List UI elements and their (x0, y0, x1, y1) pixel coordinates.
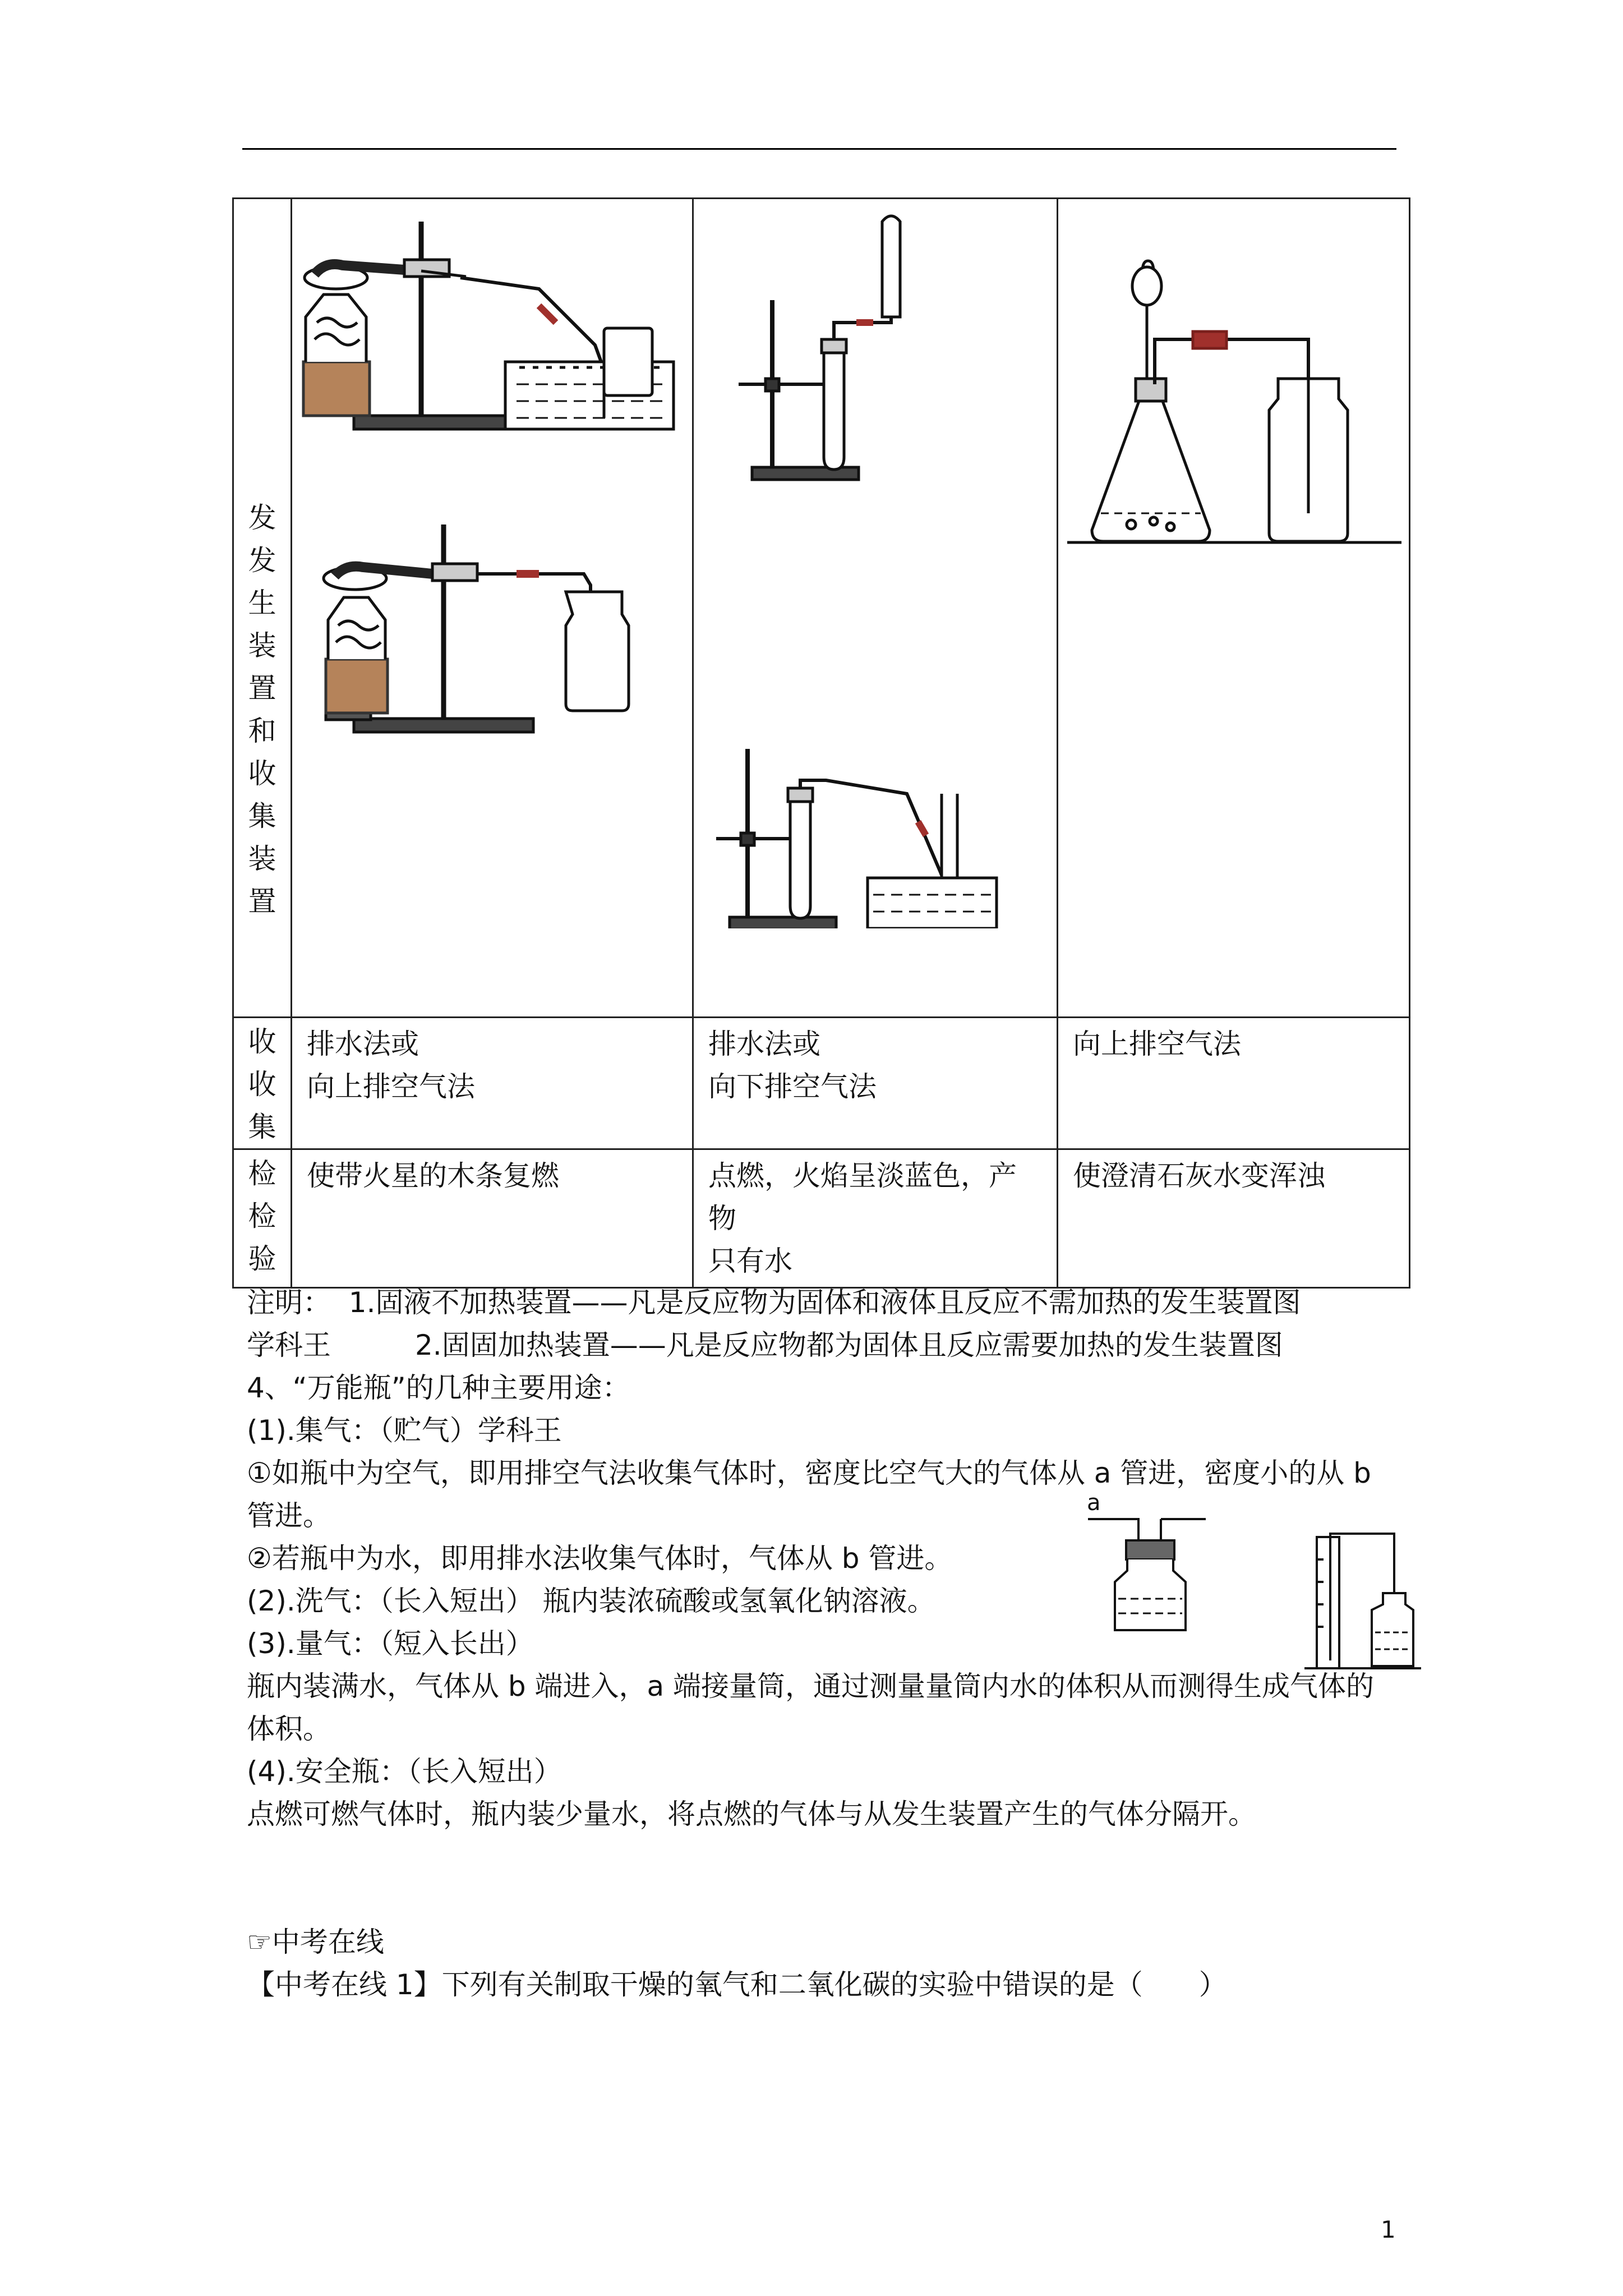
item-text: 瓶内装满水，气体从 b 端进入，a 端接量筒，通过测量量筒内水的体积从而测得生成气体的 (247, 1670, 1375, 1703)
header-char: 置 (248, 672, 276, 705)
header-char: 置 (248, 885, 276, 918)
note-line-2 (247, 1324, 1283, 1366)
header-char: 检 (248, 1200, 276, 1232)
collect-col3 (1058, 1018, 1410, 1149)
solid-heating-water-collection (303, 222, 674, 429)
item-text: 管进。 (247, 1499, 331, 1532)
exam-question: 【中考在线 1】下列有关制取干燥的氧气和二氧化碳的实验中错误的是（ ） (247, 1968, 1227, 2001)
header-rule (242, 148, 1396, 150)
collect-text: 排水法或 (708, 1028, 820, 1060)
gas-measure-figure (1301, 1526, 1424, 1672)
note-line-1 (247, 1281, 1301, 1324)
header-char: 集 (248, 800, 276, 832)
item-text: 点燃可燃气体时，瓶内装少量水，将点燃的气体与从发生装置产生的气体分隔开。 (247, 1798, 1256, 1830)
table-row-apparatus (233, 199, 1410, 1018)
item-text: 体积。 (247, 1713, 331, 1745)
item-text: ①如瓶中为空气，即用排空气法收集气体时，密度比空气大的气体从 a 管进，密度小的从 b (247, 1457, 1371, 1489)
header-char: 收 (248, 1025, 276, 1058)
header-char: 收 (248, 757, 276, 790)
collect-text: 排水法或 (307, 1028, 419, 1060)
note-text: 2.固固加热装置——凡是反应物都为固体且反应需要加热的发生装置图 (415, 1329, 1283, 1361)
test-text: 点燃，火焰呈淡蓝色，产物 (708, 1159, 1017, 1235)
header-char: 发 (248, 544, 276, 577)
header-char: 集 (248, 1111, 276, 1143)
header-char: 装 (248, 843, 276, 875)
section-heading: 4、“万能瓶”的几种主要用途： (247, 1372, 630, 1404)
table-row-test (233, 1149, 1410, 1288)
exam-section-title: ☞中考在线 (247, 1926, 384, 1958)
page-number: 1 (1381, 2216, 1396, 2243)
test-tube-figure (694, 199, 1058, 928)
header-char: 生 (248, 587, 276, 619)
header-char: 装 (248, 629, 276, 662)
row-header-test (233, 1149, 292, 1288)
header-char: 收 (248, 1068, 276, 1101)
collect-text: 向上排空气法 (307, 1070, 475, 1103)
test-col1 (292, 1149, 693, 1288)
collect-text: 向下排空气法 (708, 1070, 877, 1103)
item-title: (1).集气：（贮气）学科王 (247, 1414, 562, 1447)
item-title: (4).安全瓶：（长入短出） (247, 1755, 562, 1788)
apparatus-solid-heating (292, 199, 693, 1018)
universal-bottle-figure (1082, 1487, 1217, 1638)
test-col2 (693, 1149, 1058, 1288)
table-row-collect (233, 1018, 1410, 1149)
collect-text: 向上排空气法 (1073, 1028, 1241, 1060)
collect-col2 (693, 1018, 1058, 1149)
note-label: 学科王 (247, 1329, 331, 1361)
item-title: (3).量气：（短入长出） (247, 1627, 534, 1660)
solid-heating-figure (292, 199, 694, 928)
solid-liquid-apparatus (1067, 261, 1401, 542)
bottle-label-a: a (1087, 1490, 1101, 1516)
solid-liquid-figure (1058, 199, 1410, 558)
header-char: 发 (248, 501, 276, 534)
collect-col1 (292, 1018, 693, 1149)
solid-heating-air-collection (324, 524, 629, 732)
test-col3 (1058, 1149, 1410, 1288)
test-text: 使带火星的木条复燃 (307, 1159, 559, 1192)
item-text: (2).洗气：（长入短出） 瓶内装浓硫酸或氢氧化钠溶液。 (247, 1585, 935, 1617)
header-char: 验 (248, 1243, 276, 1275)
note-label: 注明： (247, 1286, 331, 1319)
note-text: 1.固液不加热装置——凡是反应物为固体和液体且反应不需加热的发生装置图 (348, 1286, 1301, 1319)
item-text: ②若瓶中为水，即用排水法收集气体时，气体从 b 管进。 (247, 1542, 953, 1575)
row-header-collect (233, 1018, 292, 1149)
apparatus-test-tube (693, 199, 1058, 1018)
header-char: 和 (248, 715, 276, 747)
apparatus-table (232, 197, 1410, 1289)
apparatus-solid-liquid (1058, 199, 1410, 1018)
test-tube-water-collection (716, 749, 997, 928)
test-tube-downward-collection (739, 216, 900, 480)
test-text: 只有水 (708, 1245, 792, 1277)
row-header-apparatus (233, 199, 292, 1018)
test-text: 使澄清石灰水变浑浊 (1073, 1159, 1325, 1192)
header-char: 检 (248, 1157, 276, 1190)
